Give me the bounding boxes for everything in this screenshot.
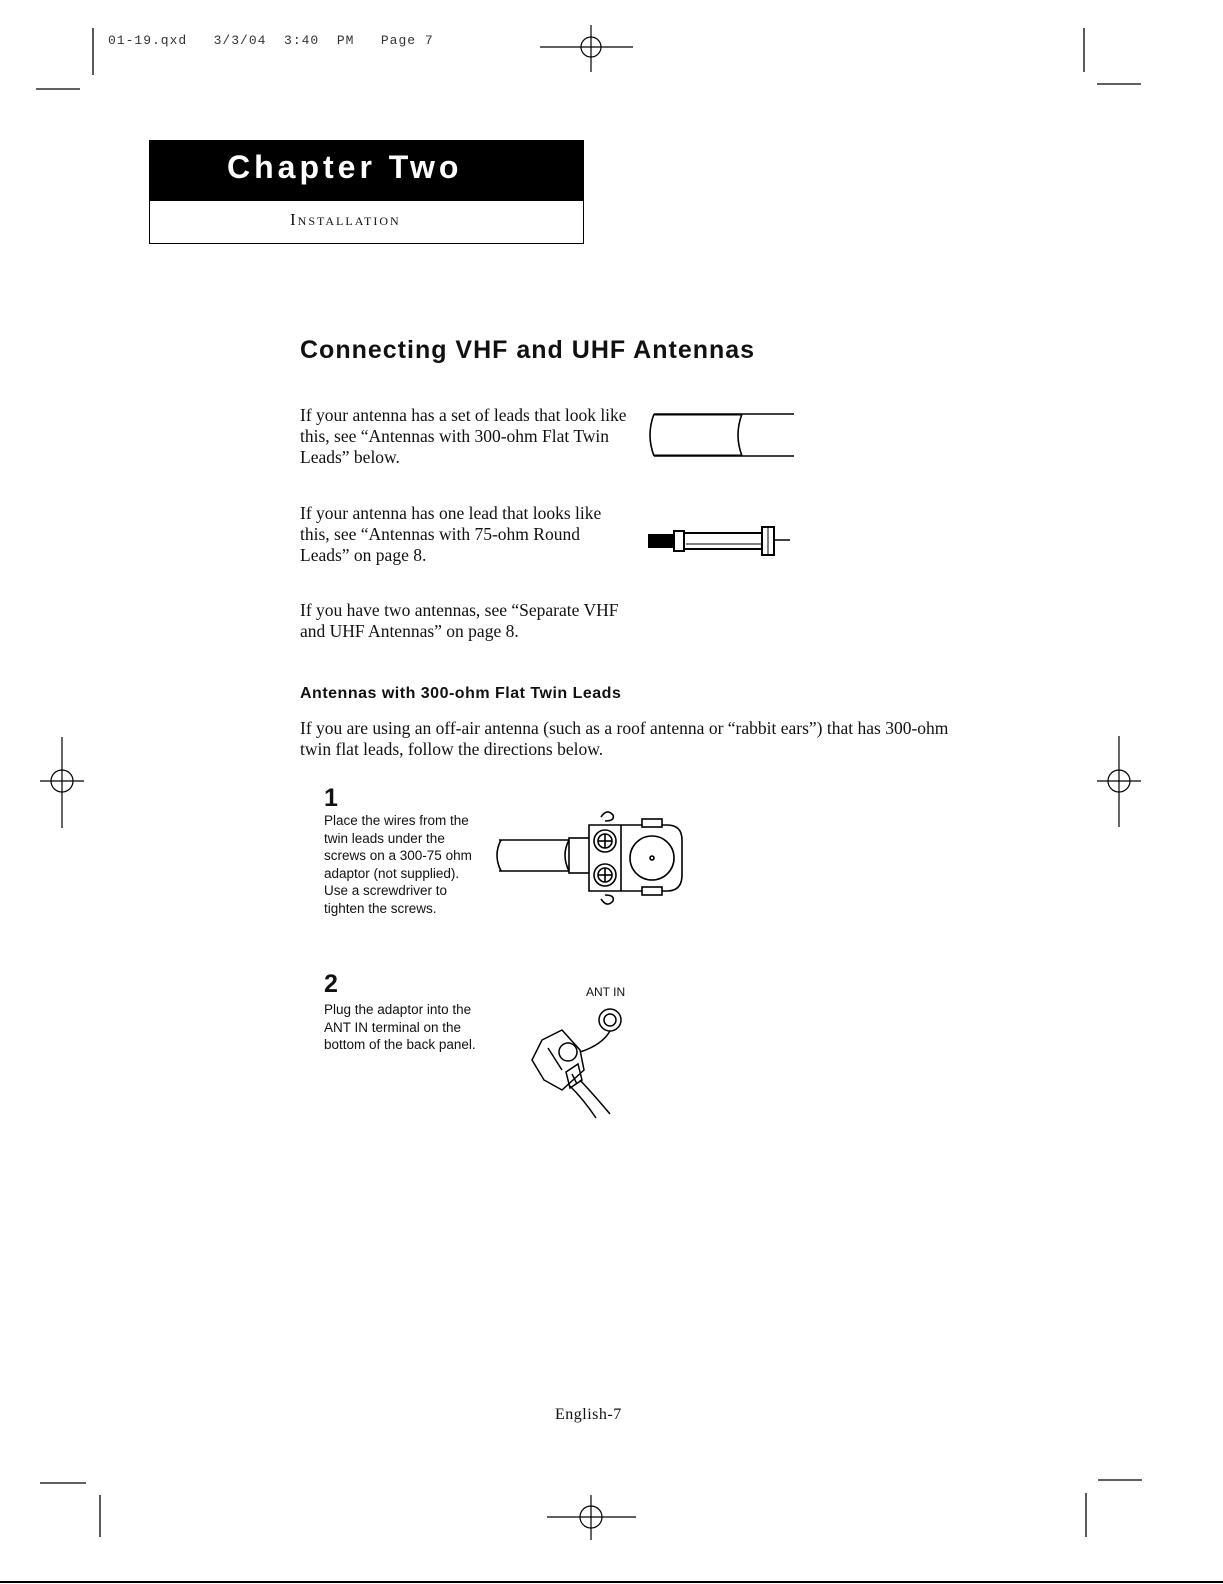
step-number: 1 <box>324 784 338 812</box>
ant-in-plug-illustration <box>522 1000 642 1125</box>
registration-mark-icon <box>1097 736 1141 827</box>
page-title: Connecting VHF and UHF Antennas <box>300 336 756 364</box>
flat-twin-lead-icon <box>650 408 800 468</box>
round-coax-lead-icon <box>648 522 798 562</box>
chapter-title: Chapter Two <box>227 149 463 185</box>
registration-mark-icon <box>40 737 84 828</box>
chapter-subtitle: Installation <box>290 210 401 229</box>
page-number: English-7 <box>555 1406 622 1423</box>
adaptor-illustration <box>497 805 687 910</box>
two-antennas-paragraph: If you have two antennas, see “Separate VHF and UHF Antennas” on page 8. <box>300 600 619 641</box>
chapter-header <box>149 140 584 244</box>
registration-mark-icon <box>540 25 633 72</box>
step-number: 2 <box>324 970 338 998</box>
step-instruction: Plug the adaptor into the ANT IN terminal on the bottom of the back panel. <box>324 1002 476 1052</box>
print-slug: 01-19.qxd 3/3/04 3:40 PM Page 7 <box>108 33 434 48</box>
registration-mark-icon <box>547 1495 636 1540</box>
section-intro: If you are using an off-air antenna (such as a roof antenna or “rabbit ears”) that has 300-ohm twin flat leads, follow the directions below. <box>300 718 949 759</box>
section-heading: Antennas with 300-ohm Flat Twin Leads <box>300 685 622 702</box>
round-lead-paragraph: If your antenna has one lead that looks like this, see “Antennas with 75-ohm Round Leads” on page 8. <box>300 503 602 565</box>
flat-leads-paragraph: If your antenna has a set of leads that look like this, see “Antennas with 300-ohm Flat Twin Leads” below. <box>300 405 627 467</box>
step-instruction: Place the wires from the twin leads under the screws on a 300-75 ohm adaptor (not supplied). Use a screwdriver to tighten the screws. <box>324 813 472 916</box>
ant-in-label: ANT IN <box>586 985 626 999</box>
